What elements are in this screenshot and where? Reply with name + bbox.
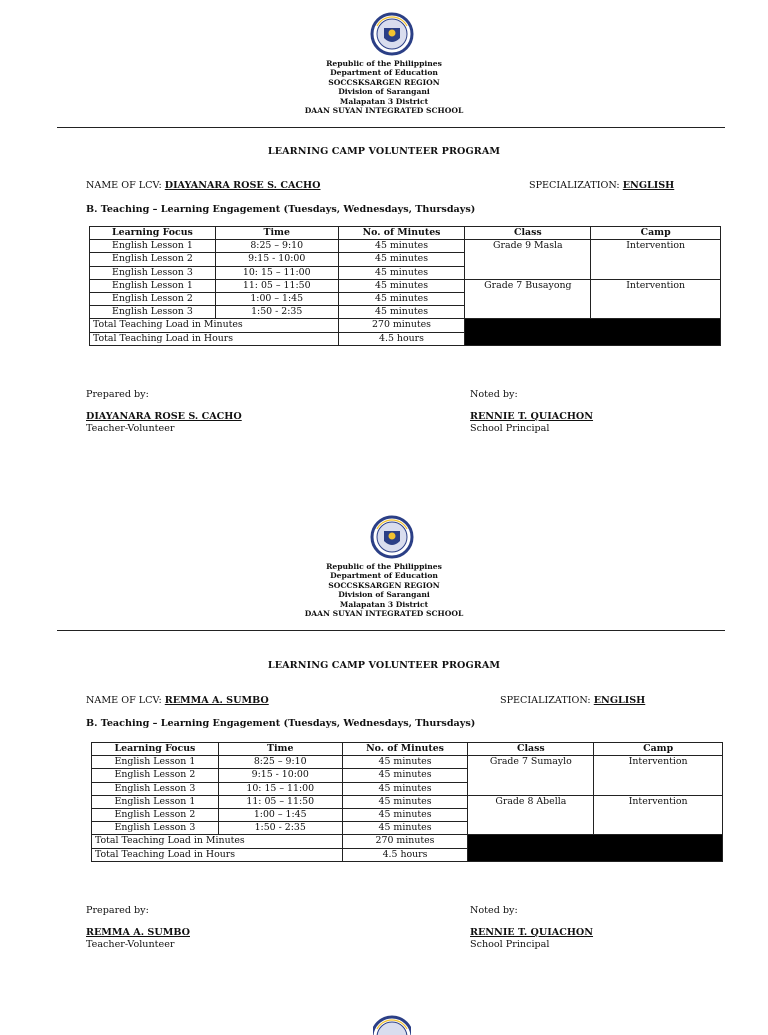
volunteer-title: Teacher-Volunteer (86, 423, 175, 434)
total-hours-label: Total Teaching Load in Hours (92, 848, 343, 861)
cell-minutes: 45 minutes (342, 795, 468, 808)
blacked-out-cell (468, 835, 723, 861)
principal-title: School Principal (470, 423, 550, 434)
specialization-line (529, 180, 674, 191)
header-line: Malapatan 3 District (339, 599, 429, 609)
col-class: Class (468, 743, 594, 756)
blacked-out-cell (465, 319, 721, 345)
col-minutes: No. of Minutes (342, 743, 468, 756)
cell-class: Grade 8 Abella (468, 795, 594, 835)
schedule-table (91, 742, 723, 862)
header-line: SOCCSKSARGEN REGION (328, 580, 440, 590)
principal-signature (470, 927, 593, 951)
noted-by-label: Noted by: (470, 389, 518, 400)
cell-minutes: 45 minutes (338, 292, 465, 305)
total-hours-value: 4.5 hours (338, 332, 465, 345)
header-line: SOCCSKSARGEN REGION (328, 77, 440, 87)
cell-class: Grade 7 Busayong (465, 279, 591, 319)
cell-time: 1:00 – 1:45 (215, 292, 338, 305)
agency-header (0, 562, 768, 618)
specialization-value: ENGLISH (593, 695, 646, 706)
total-minutes-row (92, 835, 723, 848)
total-hours-label: Total Teaching Load in Hours (90, 332, 339, 345)
header-divider (57, 127, 725, 128)
lcv-name-line (86, 180, 320, 191)
lcv-name-line (86, 695, 269, 706)
cell-focus: English Lesson 3 (92, 822, 219, 835)
cell-focus: English Lesson 2 (92, 769, 219, 782)
cell-focus: English Lesson 1 (92, 756, 219, 769)
cell-focus: English Lesson 2 (90, 292, 216, 305)
table-row (90, 279, 721, 292)
col-learning-focus: Learning Focus (90, 227, 216, 240)
cell-time: 11: 05 – 11:50 (215, 279, 338, 292)
lcv-name: DIAYANARA ROSE S. CACHO (164, 180, 321, 191)
cell-minutes: 45 minutes (338, 266, 465, 279)
cell-time: 10: 15 – 11:00 (218, 782, 342, 795)
cell-camp: Intervention (591, 240, 721, 280)
cell-time: 8:25 – 9:10 (215, 240, 338, 253)
cell-focus: English Lesson 2 (90, 253, 216, 266)
total-minutes-label: Total Teaching Load in Minutes (90, 319, 339, 332)
lcv-name: REMMA A. SUMBO (164, 695, 269, 706)
principal-name: RENNIE T. QUIACHON (470, 411, 594, 422)
header-line: DAAN SUYAN INTEGRATED SCHOOL (304, 609, 464, 619)
cell-minutes: 45 minutes (342, 782, 468, 795)
deped-seal-icon (373, 1015, 411, 1035)
principal-title: School Principal (470, 939, 550, 950)
header-line: Department of Education (330, 571, 438, 581)
header-line: Division of Sarangani (338, 87, 430, 97)
specialization-value: ENGLISH (622, 180, 675, 191)
cell-time: 1:50 - 2:35 (215, 306, 338, 319)
total-hours-value: 4.5 hours (342, 848, 468, 861)
cell-camp: Intervention (594, 756, 723, 796)
cell-time: 1:00 – 1:45 (218, 808, 342, 821)
prepared-by-label: Prepared by: (86, 389, 149, 400)
cell-camp: Intervention (591, 279, 721, 319)
principal-signature (470, 411, 593, 435)
total-minutes-row (90, 319, 721, 332)
volunteer-signature (86, 411, 242, 435)
cell-time: 11: 05 – 11:50 (218, 795, 342, 808)
cell-camp: Intervention (594, 795, 723, 835)
volunteer-name: DIAYANARA ROSE S. CACHO (86, 411, 242, 422)
table-row (90, 240, 721, 253)
col-time: Time (218, 743, 342, 756)
cell-minutes: 45 minutes (338, 279, 465, 292)
header-line: Malapatan 3 District (339, 96, 429, 106)
header-divider (57, 630, 725, 631)
cell-focus: English Lesson 1 (90, 240, 216, 253)
header-line: DAAN SUYAN INTEGRATED SCHOOL (304, 106, 464, 116)
cell-focus: English Lesson 2 (92, 808, 219, 821)
col-camp: Camp (591, 227, 721, 240)
header-line: Republic of the Philippines (326, 562, 442, 571)
header-line: Department of Education (330, 68, 438, 78)
specialization-label: SPECIALIZATION: (529, 180, 620, 191)
cell-minutes: 45 minutes (342, 822, 468, 835)
col-learning-focus: Learning Focus (92, 743, 219, 756)
cell-time: 9:15 - 10:00 (218, 769, 342, 782)
deped-seal-icon (367, 12, 417, 56)
cell-focus: English Lesson 3 (92, 782, 219, 795)
cell-focus: English Lesson 1 (92, 795, 219, 808)
col-camp: Camp (594, 743, 723, 756)
next-page-seal (373, 1015, 411, 1035)
specialization-label: SPECIALIZATION: (500, 695, 591, 706)
total-minutes-value: 270 minutes (342, 835, 468, 848)
lcv-name-label: NAME OF LCV: (86, 695, 162, 706)
lcv-name-label: NAME OF LCV: (86, 180, 162, 191)
cell-time: 9:15 - 10:00 (215, 253, 338, 266)
volunteer-name: REMMA A. SUMBO (86, 927, 190, 938)
noted-by-label: Noted by: (470, 905, 518, 916)
specialization-line (500, 695, 645, 706)
col-class: Class (465, 227, 591, 240)
volunteer-signature (86, 927, 190, 951)
cell-minutes: 45 minutes (342, 808, 468, 821)
schedule-table (89, 226, 721, 346)
section-heading: B. Teaching – Learning Engagement (Tuesdays, Wednesdays, Thursdays) (86, 204, 476, 215)
col-minutes: No. of Minutes (338, 227, 465, 240)
cell-minutes: 45 minutes (338, 240, 465, 253)
header-line: Division of Sarangani (338, 590, 430, 600)
cell-minutes: 45 minutes (338, 306, 465, 319)
cell-minutes: 45 minutes (338, 253, 465, 266)
cell-time: 1:50 - 2:35 (218, 822, 342, 835)
deped-seal-icon (367, 515, 417, 559)
col-time: Time (215, 227, 338, 240)
cell-focus: English Lesson 3 (90, 306, 216, 319)
cell-minutes: 45 minutes (342, 756, 468, 769)
table-row (92, 795, 723, 808)
program-title: LEARNING CAMP VOLUNTEER PROGRAM (267, 146, 501, 157)
program-title: LEARNING CAMP VOLUNTEER PROGRAM (267, 660, 501, 671)
table-header-row (92, 743, 723, 756)
cell-minutes: 45 minutes (342, 769, 468, 782)
section-heading: B. Teaching – Learning Engagement (Tuesdays, Wednesdays, Thursdays) (86, 718, 476, 729)
header-line: Republic of the Philippines (326, 59, 442, 68)
cell-focus: English Lesson 3 (90, 266, 216, 279)
principal-name: RENNIE T. QUIACHON (470, 927, 594, 938)
cell-time: 10: 15 – 11:00 (215, 266, 338, 279)
table-row (92, 756, 723, 769)
total-minutes-value: 270 minutes (338, 319, 465, 332)
prepared-by-label: Prepared by: (86, 905, 149, 916)
table-header-row (90, 227, 721, 240)
cell-time: 8:25 – 9:10 (218, 756, 342, 769)
cell-focus: English Lesson 1 (90, 279, 216, 292)
volunteer-title: Teacher-Volunteer (86, 939, 175, 950)
cell-class: Grade 7 Sumaylo (468, 756, 594, 796)
cell-class: Grade 9 Masla (465, 240, 591, 280)
total-minutes-label: Total Teaching Load in Minutes (92, 835, 343, 848)
agency-header (0, 59, 768, 115)
